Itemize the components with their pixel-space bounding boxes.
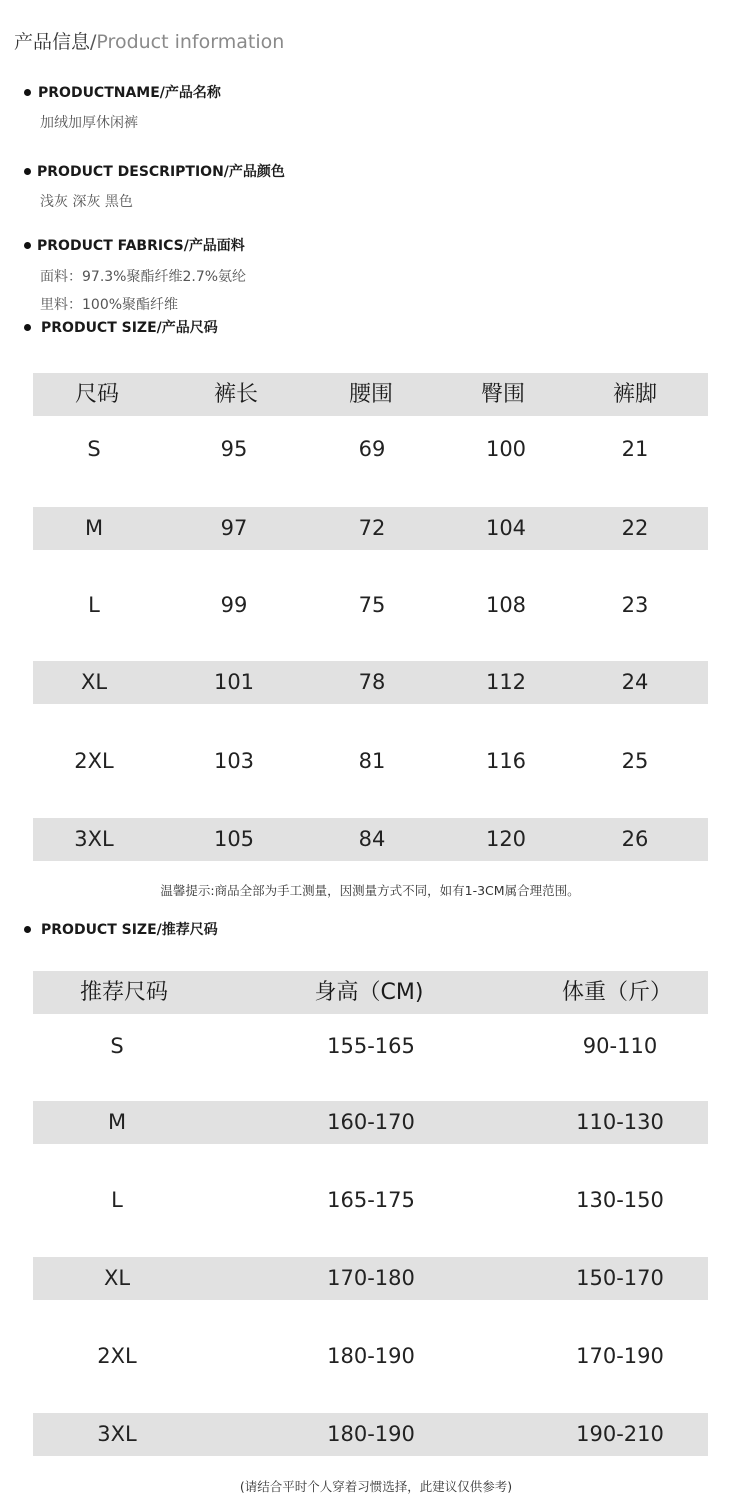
size-cell: L [111,1188,123,1212]
size-cell: XL [103,1266,131,1290]
height-cell: 165-175 [327,1188,415,1212]
product-fabric-lining: 里料：100%聚酯纤维 [40,297,179,313]
hip-cell: 120 [485,827,527,851]
size-table-header: 尺码 [74,382,120,407]
product-color-value: 浅灰 深灰 黑色 [40,194,133,210]
weight-cell: 110-130 [576,1110,664,1134]
table-row [33,1101,708,1144]
hem-cell: 21 [621,437,649,461]
size-table-header-row [33,373,708,416]
recommend-table-header: 身高（CM) [314,980,424,1005]
length-cell: 105 [213,827,255,851]
hem-cell: 25 [621,749,649,773]
table-row [33,1025,708,1068]
hem-cell: 22 [621,516,649,540]
size-table-header: 裤脚 [612,382,658,407]
recommend-table-header: 推荐尺码 [79,980,169,1005]
hip-cell: 108 [485,593,527,617]
page-title-separator: / [90,31,97,53]
size-cell: 3XL [74,827,114,851]
height-cell: 180-190 [327,1344,415,1368]
table-row [33,818,708,861]
length-cell: 103 [213,749,255,773]
hem-cell: 24 [621,670,649,694]
table-row [33,1335,708,1378]
waist-cell: 69 [358,437,386,461]
bullet-dot-icon [24,242,31,249]
length-cell: 97 [220,516,248,540]
hem-cell: 23 [621,593,649,617]
height-cell: 170-180 [327,1266,415,1290]
bullet-dot-icon [24,89,31,96]
height-cell: 160-170 [327,1110,415,1134]
size-cell: S [110,1034,124,1058]
weight-cell: 130-150 [576,1188,664,1212]
hip-cell: 104 [485,516,527,540]
size-table-header: 臀围 [480,382,526,407]
size-table-header: 腰围 [348,382,394,407]
waist-cell: 84 [358,827,386,851]
bullet-dot-icon [24,168,31,175]
size-cell: 3XL [97,1422,137,1446]
length-cell: 95 [220,437,248,461]
size-cell: M [84,516,104,540]
size-table [33,373,708,861]
hem-cell: 26 [621,827,649,851]
table-row [33,1179,708,1222]
size-cell: S [87,437,101,461]
weight-cell: 90-110 [582,1034,658,1058]
table-row [33,507,708,550]
recommend-table-header-row [33,971,708,1014]
hip-cell: 100 [485,437,527,461]
waist-cell: 81 [358,749,386,773]
hip-cell: 112 [485,670,527,694]
page-title-en: Product information [96,31,285,53]
weight-cell: 150-170 [576,1266,664,1290]
height-cell: 180-190 [327,1422,415,1446]
product-size-title: PRODUCT SIZE/产品尺码 [41,320,218,336]
table-row [33,428,708,471]
weight-cell: 190-210 [576,1422,664,1446]
recommend-note: (请结合平时个人穿着习惯选择，此建议仅供参考) [239,1479,513,1494]
product-name-title: PRODUCTNAME/产品名称 [38,85,221,101]
waist-cell: 78 [358,670,386,694]
recommend-table [33,971,708,1456]
table-row [33,740,708,783]
size-cell: 2XL [74,749,114,773]
size-cell: 2XL [97,1344,137,1368]
length-cell: 99 [220,593,248,617]
product-color-title: PRODUCT DESCRIPTION/产品颜色 [37,164,285,180]
bullet-dot-icon [24,926,31,933]
weight-cell: 170-190 [576,1344,664,1368]
table-row [33,661,708,704]
table-row [33,584,708,627]
size-cell: M [107,1110,127,1134]
product-fabric-title: PRODUCT FABRICS/产品面料 [37,238,245,254]
measurement-note: 温馨提示:商品全部为手工测量，因测量方式不同，如有1-3CM属合理范围。 [160,883,580,898]
bullet-dot-icon [24,324,31,331]
waist-cell: 72 [358,516,386,540]
size-cell: L [88,593,100,617]
recommend-size-title: PRODUCT SIZE/推荐尺码 [41,922,218,938]
size-cell: XL [80,670,108,694]
product-fabric-outer: 面料：97.3%聚酯纤维2.7%氨纶 [40,269,247,285]
recommend-table-header: 体重（斤） [561,980,673,1005]
product-name-value: 加绒加厚休闲裤 [40,115,138,131]
waist-cell: 75 [358,593,386,617]
table-row [33,1257,708,1300]
hip-cell: 116 [485,749,527,773]
table-row [33,1413,708,1456]
page-title-zh: 产品信息 [14,31,91,53]
page-title [14,30,284,54]
size-table-header: 裤长 [213,382,259,407]
height-cell: 155-165 [327,1034,415,1058]
length-cell: 101 [213,670,255,694]
